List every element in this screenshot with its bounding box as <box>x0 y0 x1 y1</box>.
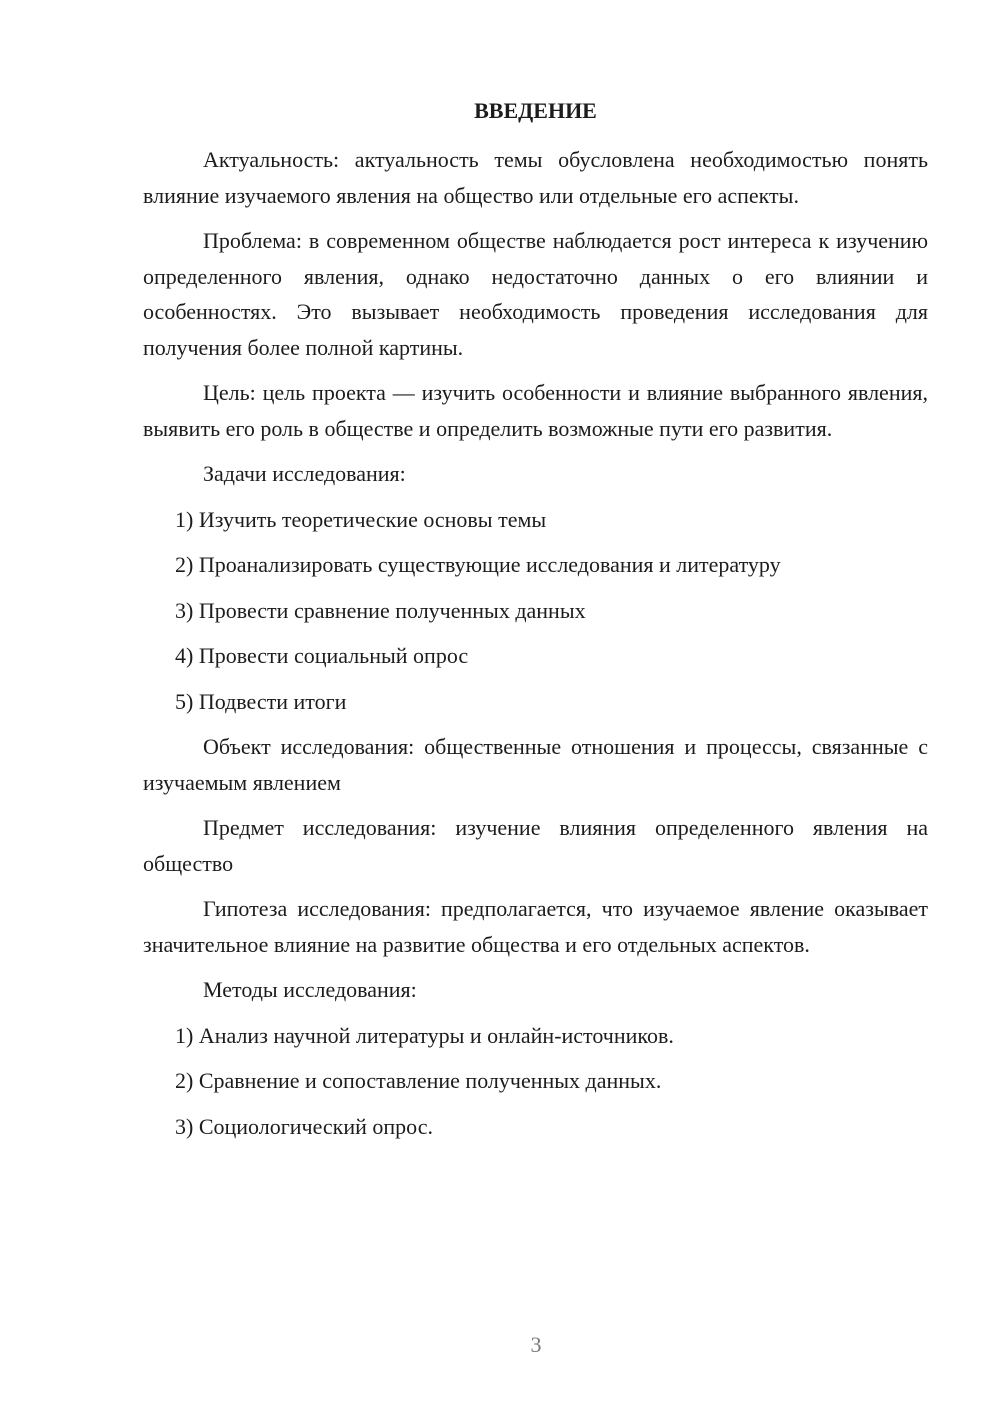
method-item: 1) Анализ научной литературы и онлайн-источников. <box>175 1022 674 1048</box>
relevance-paragraph: Актуальность: актуальность темы обусловлена необходимостью понять влияние изучаемого явления на общество или отдельные его аспекты. <box>143 147 928 208</box>
task-item: 3) Провести сравнение полученных данных <box>175 597 586 623</box>
task-item: 2) Проанализировать существующие исследования и литературу <box>175 552 781 577</box>
task-item: 4) Провести социальный опрос <box>175 643 469 668</box>
hypothesis-paragraph: Гипотеза исследования: предполагается, что изучаемое явление оказывает значительное влияние на развитие общества и его отдельных аспектов. <box>143 896 928 957</box>
method-item: 2) Сравнение и сопоставление полученных данных. <box>175 1068 662 1093</box>
problem-paragraph: Проблема: в современном обществе наблюдается рост интереса к изучению определенного явления, однако недостаточно данных о его влиянии и особенностях. Это вызывает необходимость проведения исследования для получения более полной картины. <box>143 228 928 360</box>
method-item: 3) Социологический опрос. <box>175 1113 433 1139</box>
subject-paragraph: Предмет исследования: изучение влияния определенного явления на общество <box>143 815 928 876</box>
task-item: 1) Изучить теоретические основы темы <box>175 506 547 532</box>
section-title: ВВЕДЕНИЕ <box>474 98 597 123</box>
goal-paragraph: Цель: цель проекта — изучить особенности и влияние выбранного явления, выявить его роль в обществе и определить возможные пути его развития. <box>143 380 928 441</box>
document-body <box>143 97 928 1154</box>
object-paragraph: Объект исследования: общественные отношения и процессы, связанные с изучаемым явлением <box>143 734 928 795</box>
tasks-heading: Задачи исследования: <box>203 461 406 486</box>
task-item: 5) Подвести итоги <box>175 688 347 714</box>
page-number: 3 <box>530 1332 542 1357</box>
tasks-list <box>143 502 928 720</box>
methods-list <box>143 1018 928 1145</box>
methods-heading: Методы исследования: <box>203 977 417 1002</box>
